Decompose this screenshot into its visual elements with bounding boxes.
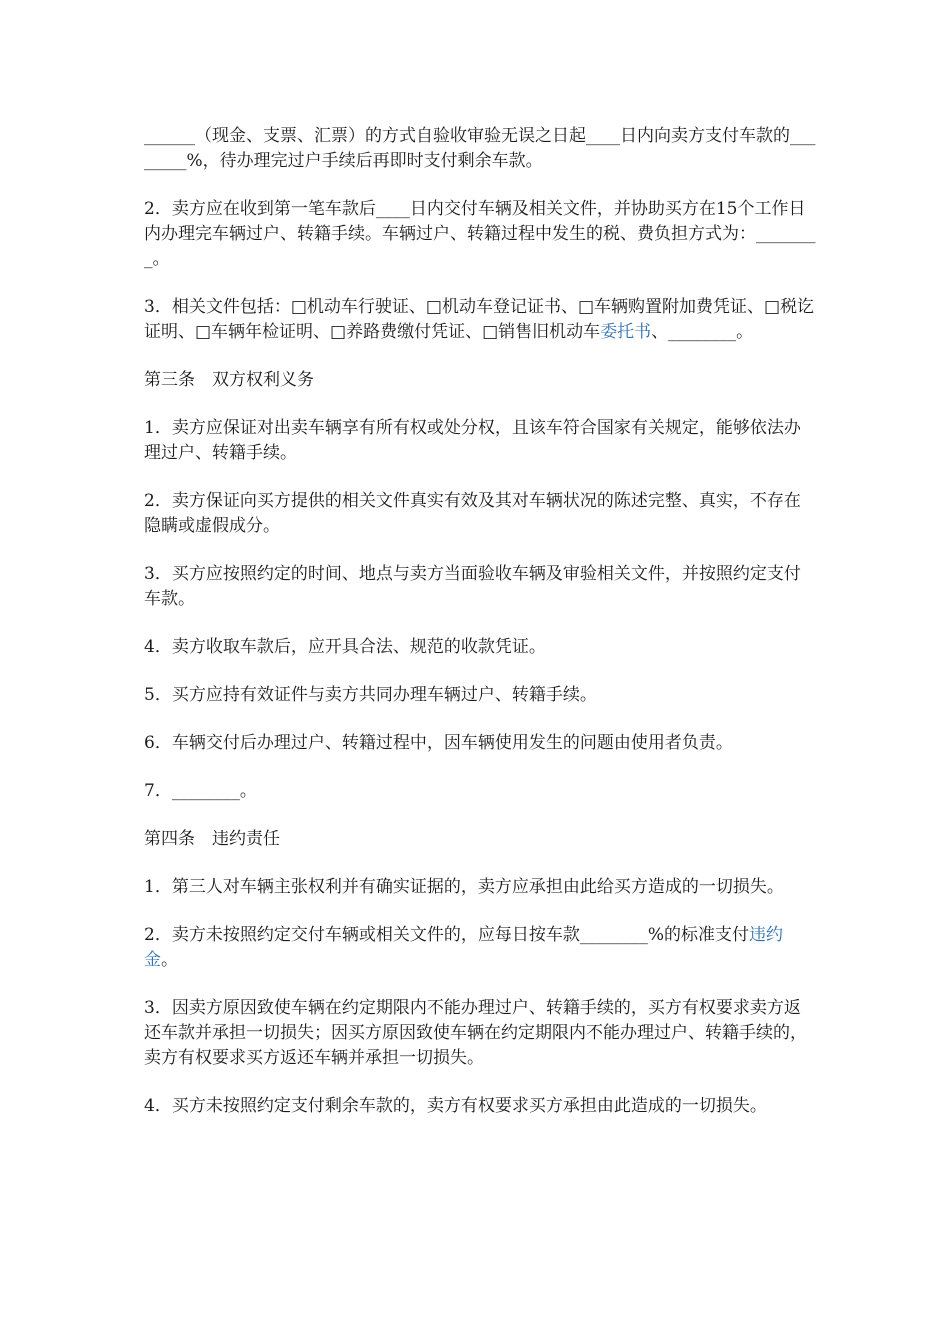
paragraph-text: 2．卖方保证向买方提供的相关文件真实有效及其对车辆状况的陈述完整、真实，不存在隐瞒或虚假成分。 — [144, 491, 801, 536]
paragraph-text: 、________。 — [651, 322, 754, 342]
paragraph — [144, 683, 816, 708]
inline-link[interactable]: 违约金 — [144, 925, 783, 970]
paragraph — [144, 731, 816, 756]
paragraph-text: 3．因卖方原因致使车辆在约定期限内不能办理过户、转籍手续的，买方有权要求卖方返还车款并承担一切损失；因买方原因致使车辆在约定期限内不能办理过户、转籍手续的，卖方有权要求买方返还车辆并承担一切损失。 — [144, 998, 807, 1068]
paragraph-text: 2．卖方未按照约定交付车辆或相关文件的，应每日按车款________%的标准支付 — [144, 925, 749, 945]
paragraph — [144, 416, 816, 466]
paragraph — [144, 996, 816, 1071]
paragraph — [144, 635, 816, 660]
paragraph-text: 。 — [161, 950, 178, 970]
paragraph-text: 3．相关文件包括：□机动车行驶证、□机动车登记证书、□车辆购置附加费凭证、□税讫证明、□车辆年检证明、□养路费缴付凭证、□销售旧机动车 — [144, 297, 815, 342]
paragraph-text: 4．买方未按照约定支付剩余车款的，卖方有权要求买方承担由此造成的一切损失。 — [144, 1096, 767, 1116]
paragraph-text: 2．卖方应在收到第一笔车款后____日内交付车辆及相关文件，并协助买方在15个工作日内办理完车辆过户、转籍手续。车辆过户、转籍过程中发生的税、费负担方式为：________。 — [144, 199, 816, 269]
paragraph — [144, 368, 816, 393]
paragraph — [144, 779, 816, 804]
paragraph-text: 1．卖方应保证对出卖车辆享有所有权或处分权，且该车符合国家有关规定，能够依法办理过户、转籍手续。 — [144, 418, 801, 463]
paragraph-text: 第三条 双方权利义务 — [144, 370, 314, 390]
paragraph-text: 4．卖方收取车款后，应开具合法、规范的收款凭证。 — [144, 637, 546, 657]
paragraph-text: 1．第三人对车辆主张权利并有确实证据的，卖方应承担由此给买方造成的一切损失。 — [144, 877, 784, 897]
paragraph — [144, 489, 816, 539]
paragraph — [144, 562, 816, 612]
paragraph-text: 5．买方应持有效证件与卖方共同办理车辆过户、转籍手续。 — [144, 685, 597, 705]
document-body — [144, 124, 816, 1142]
paragraph-text: 第四条 违约责任 — [144, 829, 280, 849]
paragraph-text: 6．车辆交付后办理过户、转籍过程中，因车辆使用发生的问题由使用者负责。 — [144, 733, 733, 753]
paragraph — [144, 827, 816, 852]
paragraph — [144, 923, 816, 973]
inline-link[interactable]: 委托书 — [600, 322, 652, 342]
paragraph — [144, 295, 816, 345]
paragraph — [144, 124, 816, 174]
paragraph — [144, 197, 816, 272]
paragraph — [144, 1094, 816, 1119]
paragraph — [144, 875, 816, 900]
paragraph-text: 3．买方应按照约定的时间、地点与卖方当面验收车辆及审验相关文件，并按照约定支付车款。 — [144, 564, 801, 609]
paragraph-text: 7．________。 — [144, 781, 257, 801]
paragraph-text: ______（现金、支票、汇票）的方式自验收审验无误之日起____日内向卖方支付车款的________%，待办理完过户手续后再即时支付剩余车款。 — [144, 126, 816, 171]
